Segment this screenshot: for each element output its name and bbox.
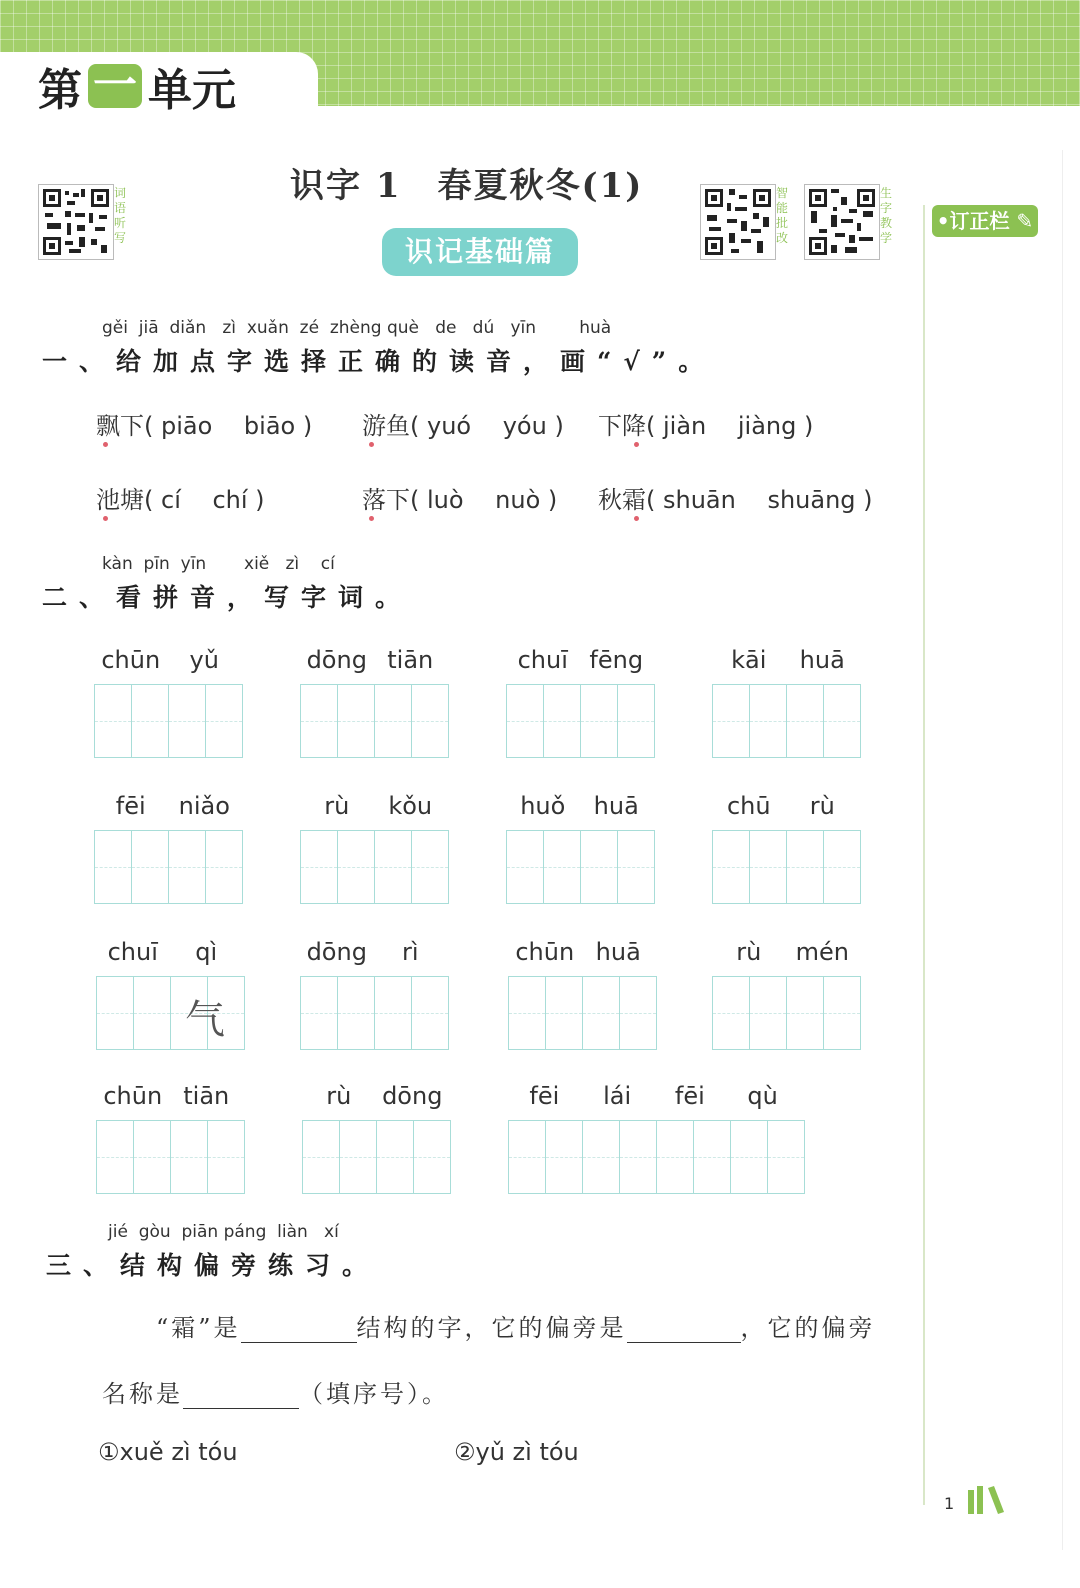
- syllable-pinyin: fēng: [589, 646, 644, 674]
- grid-cell[interactable]: [97, 977, 134, 1049]
- grid-cell[interactable]: [412, 977, 448, 1049]
- grid-cell[interactable]: [713, 831, 750, 903]
- unit-suffix: 单元: [148, 65, 236, 116]
- grid-cell[interactable]: [206, 831, 242, 903]
- syllable-pinyin: rì: [401, 938, 419, 966]
- qr-code-grading[interactable]: [700, 184, 776, 260]
- choice-word: 飘下: [96, 412, 144, 440]
- grid-cell[interactable]: [824, 685, 860, 757]
- syllable-pinyin: dōng: [306, 938, 367, 966]
- word-pinyin: [300, 792, 447, 820]
- grid-cell[interactable]: [618, 685, 654, 757]
- syllable-pinyin: fēi: [674, 1082, 705, 1110]
- word-pinyin: [300, 646, 447, 674]
- choice-item[interactable]: [96, 480, 265, 515]
- syllable-pinyin: chuī: [107, 938, 158, 966]
- syllable-pinyin: yǔ: [189, 646, 219, 674]
- grid-cell[interactable]: [750, 831, 787, 903]
- option-2[interactable]: ②yǔ zì tóu: [454, 1438, 579, 1466]
- writing-word: [506, 646, 653, 758]
- word-pinyin: [94, 792, 241, 820]
- grid-cell[interactable]: [824, 831, 860, 903]
- emphasis-dot: [634, 516, 639, 521]
- qr-code-teaching[interactable]: [804, 184, 880, 260]
- grid-cell[interactable]: [97, 1121, 134, 1193]
- syllable-pinyin: fēi: [115, 792, 146, 820]
- writing-word: [712, 646, 859, 758]
- page-edge: [1062, 150, 1063, 1550]
- grid-cell[interactable]: [377, 1121, 414, 1193]
- syllable-pinyin: fēi: [529, 1082, 560, 1110]
- grid-cell[interactable]: [713, 977, 750, 1049]
- qr-code-dictation[interactable]: [38, 184, 114, 260]
- option-1[interactable]: ①xuě zì tóu: [98, 1438, 238, 1466]
- section-badge: 识记基础篇: [382, 228, 578, 276]
- lesson-title: 识字 1 春夏秋冬(1): [290, 166, 644, 206]
- syllable-pinyin: qì: [195, 938, 218, 966]
- choice-options: ( luò nuò ): [410, 486, 558, 514]
- grid-cell[interactable]: [546, 977, 583, 1049]
- qr-code-icon: [805, 185, 879, 259]
- writing-word: [94, 646, 241, 758]
- writing-grid[interactable]: [712, 830, 861, 904]
- grid-cell[interactable]: [787, 977, 824, 1049]
- choice-options: ( jiàn jiàng ): [646, 412, 814, 440]
- grid-cell[interactable]: [301, 685, 338, 757]
- answer-blank-structure[interactable]: [241, 1316, 357, 1343]
- syllable-pinyin: tiān: [183, 1082, 230, 1110]
- grid-cell[interactable]: [581, 831, 618, 903]
- emphasis-dot: [369, 516, 374, 521]
- grid-cell[interactable]: [583, 1121, 620, 1193]
- emphasis-dot: [369, 442, 374, 447]
- grid-cell[interactable]: [206, 685, 242, 757]
- grid-cell[interactable]: [338, 977, 375, 1049]
- syllable-pinyin: dōng: [382, 1082, 443, 1110]
- revision-column-header: [932, 205, 1038, 237]
- syllable-pinyin: chū: [726, 792, 771, 820]
- writing-grid[interactable]: [94, 830, 243, 904]
- syllable-pinyin: chūn: [515, 938, 575, 966]
- writing-word: [94, 792, 241, 904]
- grid-cell[interactable]: [546, 1121, 583, 1193]
- grid-cell[interactable]: [581, 685, 618, 757]
- writing-grid[interactable]: [508, 1120, 805, 1194]
- word-pinyin: [712, 938, 859, 966]
- word-pinyin: [712, 646, 859, 674]
- grid-cell[interactable]: [768, 1121, 804, 1193]
- choice-word: 游鱼: [362, 412, 410, 440]
- word-pinyin: [96, 1082, 243, 1110]
- grid-cell[interactable]: [208, 1121, 244, 1193]
- unit-title: [38, 58, 236, 114]
- grid-cell[interactable]: [301, 977, 338, 1049]
- section3-heading: 三、结构偏旁练习。: [46, 1251, 380, 1280]
- fill-sentence-line2: [102, 1374, 449, 1409]
- emphasis-dot: [634, 442, 639, 447]
- grid-cell[interactable]: [509, 977, 546, 1049]
- syllable-pinyin: chuī: [517, 646, 568, 674]
- grid-cell[interactable]: [620, 977, 656, 1049]
- grid-cell[interactable]: [412, 685, 448, 757]
- grid-cell[interactable]: [787, 831, 824, 903]
- writing-grid[interactable]: [712, 684, 861, 758]
- choice-options: ( piāo biāo ): [144, 412, 313, 440]
- choice-item[interactable]: [598, 406, 813, 441]
- grid-cell[interactable]: [375, 831, 412, 903]
- grid-cell[interactable]: [544, 831, 581, 903]
- writing-word: [302, 1082, 449, 1194]
- writing-word: [712, 938, 859, 1050]
- grid-cell[interactable]: [787, 685, 824, 757]
- choice-item[interactable]: [362, 406, 564, 441]
- grid-cell[interactable]: [375, 685, 412, 757]
- grid-cell[interactable]: [507, 831, 544, 903]
- unit-number: 一: [88, 64, 142, 108]
- grid-cell[interactable]: [713, 685, 750, 757]
- syllable-pinyin: rù: [324, 792, 350, 820]
- writing-word: [96, 938, 243, 1050]
- syllable-pinyin: rù: [326, 1082, 352, 1110]
- syllable-pinyin: mén: [795, 938, 849, 966]
- emphasis-dot: [103, 442, 108, 447]
- syllable-pinyin: rù: [809, 792, 835, 820]
- qr-label-grading: 智能批改: [776, 186, 789, 245]
- grid-cell[interactable]: [338, 831, 375, 903]
- handwritten-character: 气: [185, 997, 225, 1043]
- syllable-pinyin: kǒu: [388, 792, 433, 820]
- unit-prefix: 第: [38, 65, 82, 116]
- qr-label-teaching: 生字教学: [880, 186, 893, 245]
- grid-cell[interactable]: [132, 831, 169, 903]
- grid-cell[interactable]: [303, 1121, 340, 1193]
- choice-options: ( cí chí ): [144, 486, 265, 514]
- qr-label-dictation: 词语听写: [114, 186, 127, 245]
- answer-blank-radical-name[interactable]: [183, 1382, 299, 1409]
- grid-cell[interactable]: [169, 685, 206, 757]
- syllable-pinyin: rù: [736, 938, 762, 966]
- writing-grid[interactable]: [506, 684, 655, 758]
- grid-cell[interactable]: [824, 977, 860, 1049]
- grid-cell[interactable]: [507, 685, 544, 757]
- syllable-pinyin: huǒ: [520, 792, 566, 820]
- grid-cell[interactable]: [414, 1121, 450, 1193]
- sentence-text: ，它的偏旁: [740, 1314, 876, 1342]
- grid-cell[interactable]: [544, 685, 581, 757]
- syllable-pinyin: dōng: [306, 646, 367, 674]
- grid-cell[interactable]: [412, 831, 448, 903]
- grid-cell[interactable]: [620, 1121, 657, 1193]
- writing-grid[interactable]: [94, 684, 243, 758]
- writing-word: [506, 792, 653, 904]
- syllable-pinyin: chūn: [101, 646, 161, 674]
- writing-grid[interactable]: [506, 830, 655, 904]
- qr-code-icon: [701, 185, 775, 259]
- section3-pinyin: jié gòu piān páng liàn xí: [108, 1222, 339, 1242]
- sentence-text: （填序号）。: [299, 1380, 449, 1408]
- choice-word: 池塘: [96, 486, 144, 514]
- choice-word: 落下: [362, 486, 410, 514]
- syllable-pinyin: niǎo: [178, 792, 230, 820]
- writing-grid[interactable]: [302, 1120, 451, 1194]
- grid-cell[interactable]: [618, 831, 654, 903]
- grid-cell[interactable]: [583, 977, 620, 1049]
- grid-cell[interactable]: [750, 685, 787, 757]
- margin-divider: [923, 205, 925, 1505]
- word-pinyin: [712, 792, 859, 820]
- syllable-pinyin: kāi: [731, 646, 767, 674]
- choice-word: 下降: [598, 412, 646, 440]
- grid-cell[interactable]: [134, 977, 171, 1049]
- fill-sentence-line1: [156, 1308, 876, 1343]
- syllable-pinyin: huā: [593, 792, 639, 820]
- choice-options: ( yuó yóu ): [410, 412, 564, 440]
- syllable-pinyin: tiān: [387, 646, 434, 674]
- sentence-text: 结构的字，它的偏旁是: [356, 1314, 627, 1342]
- writing-grid[interactable]: [508, 976, 657, 1050]
- writing-word: [300, 646, 447, 758]
- syllable-pinyin: qù: [747, 1082, 778, 1110]
- grid-cell[interactable]: [340, 1121, 377, 1193]
- grid-cell[interactable]: [694, 1121, 731, 1193]
- writing-grid[interactable]: [300, 684, 449, 758]
- emphasis-dot: [103, 516, 108, 521]
- syllable-pinyin: chūn: [103, 1082, 163, 1110]
- pencil-icon: ✎: [1016, 209, 1034, 233]
- revision-label: •订正栏: [936, 209, 1010, 233]
- grid-cell[interactable]: [95, 685, 132, 757]
- word-pinyin: [508, 1082, 799, 1110]
- qr-code-icon: [39, 185, 113, 259]
- grid-cell[interactable]: [750, 977, 787, 1049]
- section2-pinyin: kàn pīn yīn xiě zì cí: [102, 554, 335, 574]
- choice-item[interactable]: [598, 480, 873, 515]
- syllable-pinyin: huā: [799, 646, 845, 674]
- grid-cell[interactable]: [171, 1121, 208, 1193]
- grid-cell[interactable]: [731, 1121, 768, 1193]
- writing-word: [96, 1082, 243, 1194]
- word-pinyin: [96, 938, 243, 966]
- answer-blank-radical[interactable]: [627, 1316, 741, 1343]
- sentence-text: 名称是: [102, 1380, 183, 1408]
- page-number: 1: [944, 1494, 955, 1513]
- writing-grid[interactable]: [96, 1120, 245, 1194]
- section1-heading: 一、给加点字选择正确的读音，画“√”。: [42, 347, 716, 376]
- grid-cell[interactable]: [657, 1121, 694, 1193]
- syllable-pinyin: lái: [603, 1082, 632, 1110]
- writing-grid[interactable]: [712, 976, 861, 1050]
- grid-cell[interactable]: [132, 685, 169, 757]
- word-pinyin: [506, 792, 653, 820]
- grid-cell[interactable]: [169, 831, 206, 903]
- writing-grid[interactable]: [300, 830, 449, 904]
- books-icon: [968, 1486, 1008, 1514]
- grid-cell[interactable]: [301, 831, 338, 903]
- writing-word: [508, 938, 655, 1050]
- choice-item[interactable]: [96, 406, 312, 441]
- word-pinyin: [508, 938, 655, 966]
- grid-cell[interactable]: [95, 831, 132, 903]
- word-pinyin: [302, 1082, 449, 1110]
- writing-word: [712, 792, 859, 904]
- sentence-text: “霜”是: [156, 1314, 241, 1342]
- syllable-pinyin: huā: [595, 938, 641, 966]
- choice-word: 秋霜: [598, 486, 646, 514]
- grid-cell[interactable]: [509, 1121, 546, 1193]
- grid-cell[interactable]: [375, 977, 412, 1049]
- writing-word: [300, 938, 447, 1050]
- word-pinyin: [300, 938, 447, 966]
- grid-cell[interactable]: [338, 685, 375, 757]
- section1-pinyin: gěi jiā diǎn zì xuǎn zé zhèng què de dú yīn huà: [102, 318, 612, 338]
- writing-grid[interactable]: [300, 976, 449, 1050]
- choice-options: ( shuān shuāng ): [646, 486, 873, 514]
- word-pinyin: [94, 646, 241, 674]
- writing-word: [508, 1082, 799, 1194]
- word-pinyin: [506, 646, 653, 674]
- choice-item[interactable]: [362, 480, 557, 515]
- section2-heading: 二、看拼音，写字词。: [42, 583, 413, 612]
- grid-cell[interactable]: [134, 1121, 171, 1193]
- writing-word: [300, 792, 447, 904]
